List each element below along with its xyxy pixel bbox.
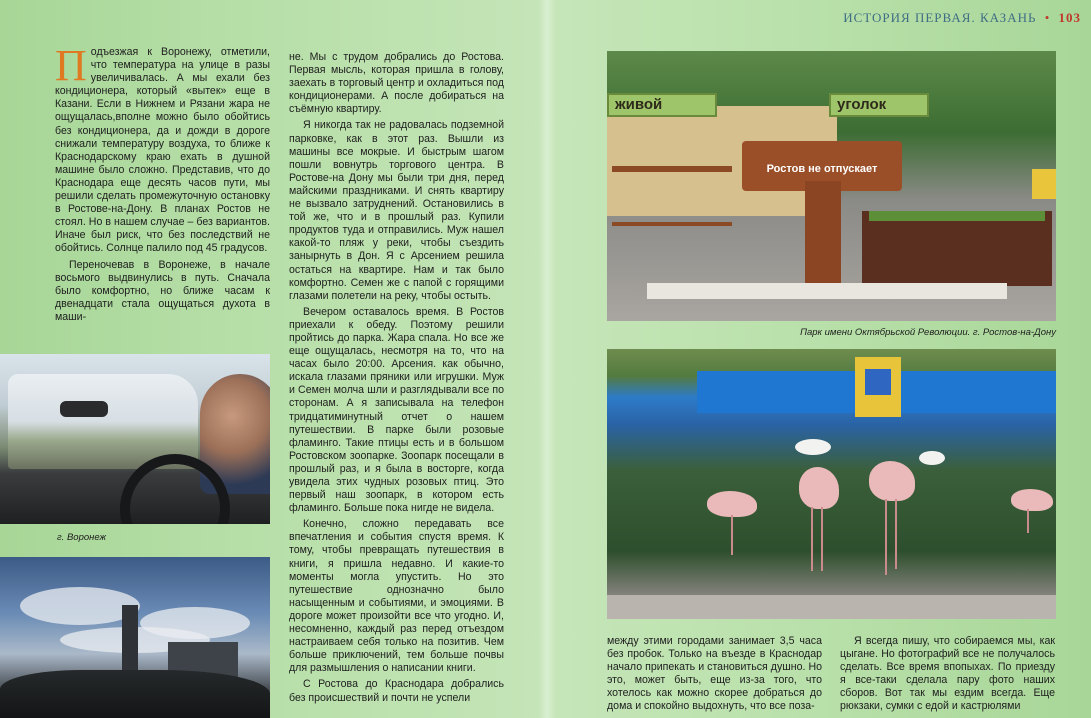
running-head (843, 10, 1081, 26)
paragraph: Переночевав в Воронеже, в начале восьмого выдвинулись в путь. Сначала было комфортно, но ближе часам к двенадцати стала ощущаться духота в маши- (55, 258, 270, 323)
stocks-sign: Ростов не отпускает (766, 163, 878, 175)
caption-car: г. Воронеж (57, 532, 107, 543)
paragraph: не. Мы с трудом добрались до Ростова. Первая мысль, которая пришла в голову, заехать в торговый центр и охладиться под кондиционерами. А после добираться на съёмную квартиру. (289, 51, 504, 116)
park-sign-right: уголок (829, 93, 929, 117)
paragraph: Я всегда пишу, что собираемся мы, как цыгане. Но фотографий все не получалось сделать. Все время впопыхах. По приезду я все-таки сделала пару фото наших сборов. Вот так мы ездим всегда. Еще рюкзаки, сумки с едой и кастрюлями (840, 635, 1055, 713)
paragraph (55, 46, 270, 256)
paragraph-text: одъезжая к Воронежу, отметили, что температура на улице в разы увеличивалась. А мы ехали без кондиционера, который «вытек» еще в Казани. Если в Нижнем и Рязани жара не ощущалась,вполне можно было обойтись без кондиционера, да и дожди в дороге снижали температуру воздуха, то ближе к Краснодарскому краю ехать в душной машине было сложно. Представив, что до Краснодара еще десять часов пути, мы решили сделать промежуточную остановку в Ростове-на-Дону. В планах Ростов не стоял. Но в нашем случае – без вариантов. Иначе был риск, что без последствий не обойтись. Солнце палило под 45 градусов. (55, 46, 270, 255)
running-head-section: ИСТОРИЯ ПЕРВАЯ. КАЗАНЬ (843, 10, 1037, 25)
caption-park: Парк имени Октябрьской Революции. г. Ростов-на-Дону (800, 327, 1056, 338)
photo-flamingos (607, 349, 1056, 619)
photo-sky-monument (0, 557, 270, 718)
paragraph: между этими городами занимает 3,5 часа без пробок. Только на въезде в Краснодар начало припекать и становиться душно. Но это, может быть, еще из-за того, что хотелось как можно скорее добраться до дома и спокойно выдохнуть, что все поза- (607, 635, 822, 713)
text-column-3 (607, 635, 822, 718)
paragraph: Конечно, сложно передавать все впечатления и события спустя время. К тому, чтобы превращать путешествия в книги, я пришла недавно. И какие-то моменты могла упустить. Но это путешествие однозначно было насыщенным и событиями, и эмоциями. В дороге может произойти все что угодно. И, несомненно, каждый раз перед отъездом настраиваем себя только на позитив. Чем больше приключений, тем больше почвы для размышления о написании книги. (289, 518, 504, 675)
text-column-2 (289, 51, 504, 718)
text-column-1 (55, 46, 270, 346)
paragraph: С Ростова до Краснодара добрались без происшествий и почти не успели (289, 678, 504, 704)
drop-cap: П (55, 46, 87, 90)
paragraph: Я никогда так не радовалась подземной парковке, как в этот раз. Вышли из машины все мокрые. И быстрым шагом пошли вовнутрь торгового центра. В Ростове-на Дону мы были три дня, перед майскими праздниками. И снять квартиру не вызвало затруднений. Остановились в той же, что и в прошлый раз. Купили продуктов туда и отправились. Муж нашел какой-то пляж у реки, чтобы съездить занырнуть в Дон. Я с Арсением решила остаться на квартире. Нам и так было комфортно. Семен же с папой с горящими глазами полетели на реку, чтобы остыть. (289, 119, 504, 302)
park-sign-left: живой (607, 93, 717, 117)
photo-car-interior (0, 354, 270, 524)
paragraph: Вечером оставалось время. В Ростов приехали к обеду. Поэтому решили пройтись до парка. Жара спала. Но все же еще ощущалась, несмотря на то, что на часах было 20:00. Арсения. как обычно, искала глазами пряники или игрушки. Муж и Семен молча шли и разглядывали все по сторонам. А я записывала на телефон тридцатиминутный отчет о нашем путешествии. В парке были розовые фламинго. Такие птицы есть и в большом Ростовском зоопарке. Зоопарк посещали в прошлый раз, и я была в восторге, когда увидела этих чудных розовых птиц. Это первый наш зоопарк, в котором есть фламинго. Больше пока нигде не видела. (289, 305, 504, 515)
page-spine (538, 0, 556, 718)
photo-park (607, 51, 1056, 321)
text-column-4 (840, 635, 1055, 718)
page-number: 103 (1058, 10, 1081, 25)
running-head-bullet: • (1044, 10, 1051, 25)
